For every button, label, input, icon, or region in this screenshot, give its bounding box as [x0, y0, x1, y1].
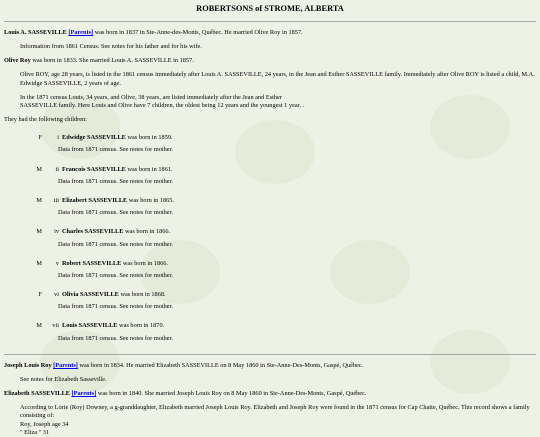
- child-number: ii: [55, 165, 59, 173]
- child-sex: F: [38, 134, 42, 142]
- title-divider: [4, 21, 536, 22]
- child-birth: was born in 1859.: [125, 134, 173, 142]
- elizabeth-note-text: According to Lorie (Roy) Downey, a g-granddaughter, Elizabeth married Joseph Louis Roy. Elizabeth and Joseph Roy were found in the 1871 census for Cap Chatte, Québec. This record shows a family consisting of:: [20, 404, 530, 420]
- olive-details: was born in 1833. She married Louis A. SASSEVILLE in 1857.: [30, 57, 194, 65]
- child-number: iii: [53, 196, 59, 204]
- page-title: ROBERTSONS of STROME, ALBERTA: [196, 4, 344, 13]
- louis-name: Louis A. SASSEVILLE: [4, 28, 67, 36]
- section-divider: [4, 354, 536, 355]
- olive-entry: [4, 57, 536, 65]
- child-entry: [4, 291, 536, 311]
- child-sex: M: [36, 196, 42, 204]
- child-birth: was born in 1866.: [121, 259, 169, 267]
- child-birth: was born in 1868.: [118, 291, 166, 299]
- child-name: Louis SASSEVILLE: [62, 322, 118, 330]
- louis-note: Information from 1861 Census. See notes for his father and for his wife.: [20, 43, 202, 51]
- child-sex: M: [36, 165, 42, 173]
- olive-name: Olive Roy: [4, 57, 31, 65]
- child-note: Data from 1871 census. See notes for mother.: [58, 240, 173, 248]
- child-note: Data from 1871 census. See notes for mother.: [58, 209, 173, 217]
- child-note: Data from 1871 census. See notes for mother.: [58, 146, 173, 154]
- child-number: iv: [54, 228, 59, 236]
- child-note: Data from 1871 census. See notes for mother.: [58, 177, 173, 185]
- family-line-1: Roy, Joseph age 34: [20, 420, 69, 428]
- louis-details: was born in 1837 in Ste-Anne-des-Monts, Québec. He married Olive Roy in 1857.: [93, 28, 303, 36]
- child-birth: was born in 1865.: [127, 196, 174, 204]
- elizabeth-details: was born in 1840. She married Joseph Louis Roy on 8 May 1860 in Ste-Anne-Des-Monts, Gaspé, Québec.: [96, 390, 367, 398]
- olive-note-2a: In the 1871 census Louis, 34 years, and Olive, 38 years, are listed immediately after the Jean and Esther: [20, 93, 282, 101]
- child-number: vi: [54, 291, 59, 299]
- child-sex: F: [38, 291, 42, 299]
- olive-note-2b: SASSEVILLE family. Here Louis and Olive have 7 children, the oldest being 12 years and the youngest 1 year. .: [20, 101, 305, 109]
- child-entry: [4, 260, 536, 280]
- joseph-details: was born in 1834. He married Elizabeth SASSEVILLE on 8 May 1860 in Ste-Anne-Des-Monts, Gaspé, Québec.: [77, 361, 364, 369]
- child-name: Charles SASSEVILLE: [62, 228, 124, 236]
- child-number: i: [57, 134, 59, 142]
- olive-note-1: Olive ROY, age 28 years, is listed in the 1861 census immediately after Louis A. SASSEVILLE, 24 years, in the Jean and Esther SASSEVILLE family. Immediately after Olive ROY is listed a child, M.A. Edwidge SASSEVILLE, 2 years of age.: [20, 71, 535, 87]
- elizabeth-note: [20, 404, 536, 437]
- child-birth: was born in 1861.: [125, 165, 173, 173]
- child-birth: was born in 1866.: [123, 228, 171, 236]
- child-number: vii: [52, 322, 59, 330]
- child-name: Elizabert SASSEVILLE: [62, 196, 128, 204]
- joseph-note: See notes for Elizabeth Sasseville.: [20, 375, 107, 383]
- child-birth: was born in 1870.: [117, 322, 165, 330]
- child-note: Data from 1871 census. See notes for mother.: [58, 334, 173, 342]
- child-name: Robert SASSEVILLE: [62, 259, 122, 267]
- child-sex: M: [36, 322, 42, 330]
- child-name: Olivia SASSEVILLE: [62, 291, 119, 299]
- louis-parents-link[interactable]: [Parents]: [68, 28, 94, 36]
- joseph-entry: [4, 362, 536, 370]
- family-line-2: " Eliza " 31: [20, 428, 50, 436]
- child-name: Francois SASSEVILLE: [62, 165, 126, 173]
- child-number: v: [55, 259, 59, 267]
- elizabeth-parents-link[interactable]: [Parents]: [71, 390, 97, 398]
- child-name: Edwidge SASSEVILLE: [62, 134, 126, 142]
- children-intro: They had the following children:: [4, 116, 87, 124]
- olive-note-2: [20, 94, 536, 110]
- elizabeth-name: Elizabeth SASSEVILLE: [4, 390, 70, 398]
- child-note: Data from 1871 census. See notes for mother.: [58, 303, 173, 311]
- child-entry: [4, 322, 536, 342]
- joseph-parents-link[interactable]: [Parents]: [53, 361, 78, 369]
- children-list: [4, 134, 536, 342]
- child-note: Data from 1871 census. See notes for mother.: [58, 271, 173, 279]
- child-entry: [4, 197, 536, 217]
- louis-entry: [4, 29, 536, 37]
- child-entry: [4, 134, 536, 154]
- child-sex: M: [36, 228, 42, 236]
- child-entry: [4, 166, 536, 186]
- joseph-name: Joseph Louis Roy: [4, 361, 52, 369]
- child-sex: M: [36, 259, 42, 267]
- child-entry: [4, 228, 536, 248]
- elizabeth-entry: [4, 390, 536, 398]
